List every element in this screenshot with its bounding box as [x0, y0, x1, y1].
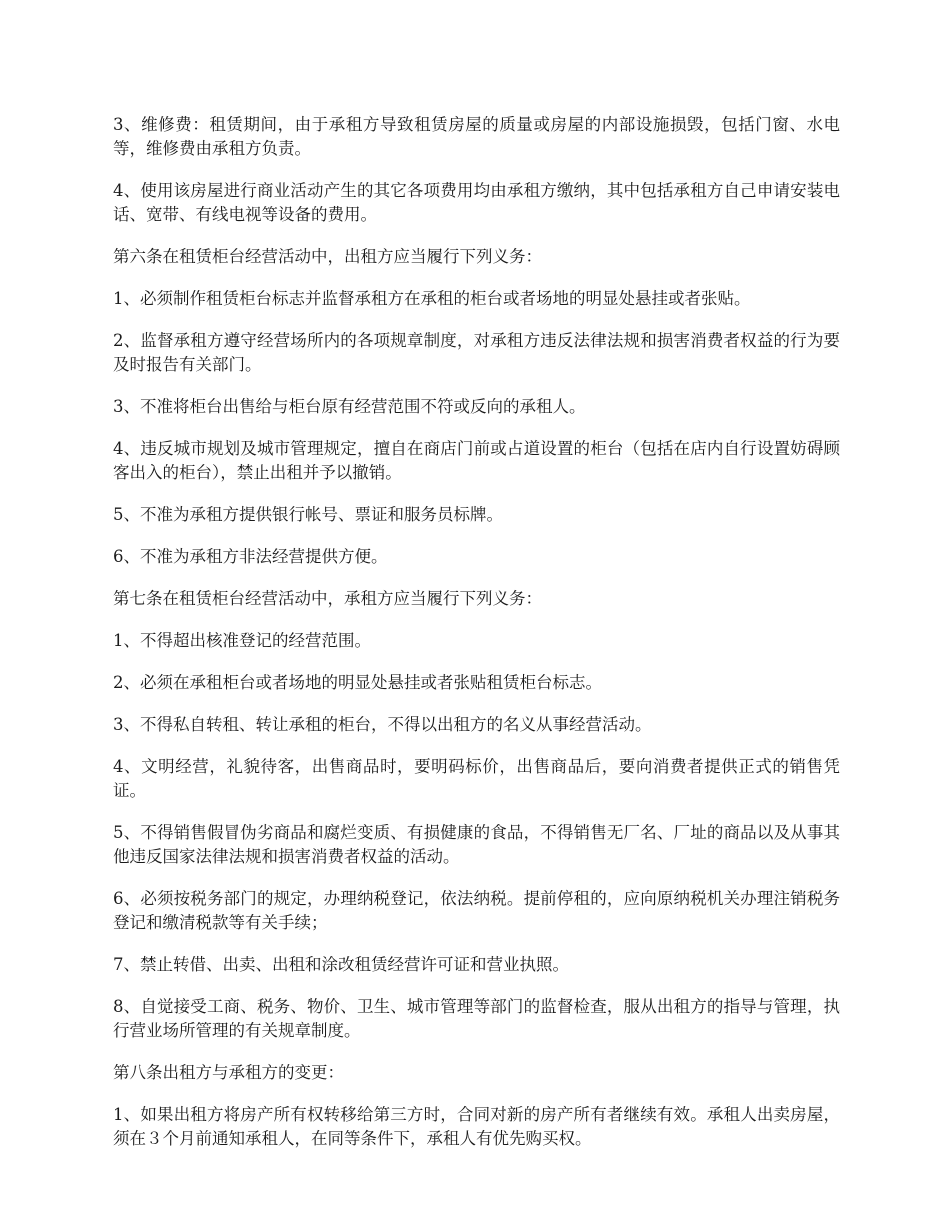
- change-clause-1: 1、如果出租方将房产所有权转移给第三方时，合同对新的房产所有者继续有效。承租人出卖房屋，须在３个月前通知承租人，在同等条件下，承租人有优先购买权。: [113, 1105, 840, 1148]
- lessor-duty-5: 5、不准为承租方提供银行帐号、票证和服务员标牌。: [113, 505, 503, 524]
- lessee-duty-5: 5、不得销售假冒伪劣商品和腐烂变质、有损健康的食品，不得销售无厂名、厂址的商品以及从事其他违反国家法律法规和损害消费者权益的活动。: [113, 823, 840, 866]
- lessee-duty-6: 6、必须按税务部门的规定，办理纳税登记，依法纳税。提前停租的，应向原纳税机关办理注销税务登记和缴清税款等有关手续；: [113, 889, 840, 932]
- lessor-duty-2: 2、监督承租方遵守经营场所内的各项规章制度，对承租方违反法律法规和损害消费者权益的行为要及时报告有关部门。: [113, 331, 840, 374]
- lessee-duty-2: 2、必须在承租柜台或者场地的明显处悬挂或者张贴租赁柜台标志。: [113, 673, 602, 692]
- lessee-duty-4: 4、文明经营，礼貌待客，出售商品时，要明码标价，出售商品后，要向消费者提供正式的销售凭证。: [113, 757, 840, 800]
- clause-other-expenses: 4、使用该房屋进行商业活动产生的其它各项费用均由承租方缴纳，其中包括承租方自己申请安装电话、宽带、有线电视等设备的费用。: [113, 181, 840, 224]
- lessor-duty-1: 1、必须制作租赁柜台标志并监督承租方在承租的柜台或者场地的明显处悬挂或者张贴。: [113, 289, 751, 308]
- lessor-duty-4: 4、违反城市规划及城市管理规定，擅自在商店门前或占道设置的柜台（包括在店内自行设置妨碍顾客出入的柜台），禁止出租并予以撤销。: [113, 439, 840, 482]
- lessee-duty-7: 7、禁止转借、出卖、出租和涂改租赁经营许可证和营业执照。: [113, 955, 569, 974]
- lessee-duty-8: 8、自觉接受工商、税务、物价、卫生、城市管理等部门的监督检查，服从出租方的指导与管理，执行营业场所管理的有关规章制度。: [113, 997, 840, 1040]
- article-six-heading: 第六条在租赁柜台经营活动中，出租方应当履行下列义务：: [113, 247, 542, 266]
- article-seven-heading: 第七条在租赁柜台经营活动中，承租方应当履行下列义务：: [113, 589, 542, 608]
- clause-maintenance-fee: 3、维修费：租赁期间，由于承租方导致租赁房屋的质量或房屋的内部设施损毁，包括门窗、水电等，维修费由承租方负责。: [113, 115, 840, 158]
- article-eight-heading: 第八条出租方与承租方的变更：: [113, 1063, 344, 1082]
- lessee-duty-3: 3、不得私自转租、转让承租的柜台，不得以出租方的名义从事经营活动。: [113, 715, 652, 734]
- document-page: [113, 113, 840, 1169]
- lessor-duty-3: 3、不准将柜台出售给与柜台原有经营范围不符或反向的承租人。: [113, 397, 586, 416]
- lessee-duty-1: 1、不得超出核准登记的经营范围。: [113, 631, 371, 650]
- lessor-duty-6: 6、不准为承租方非法经营提供方便。: [113, 547, 388, 566]
